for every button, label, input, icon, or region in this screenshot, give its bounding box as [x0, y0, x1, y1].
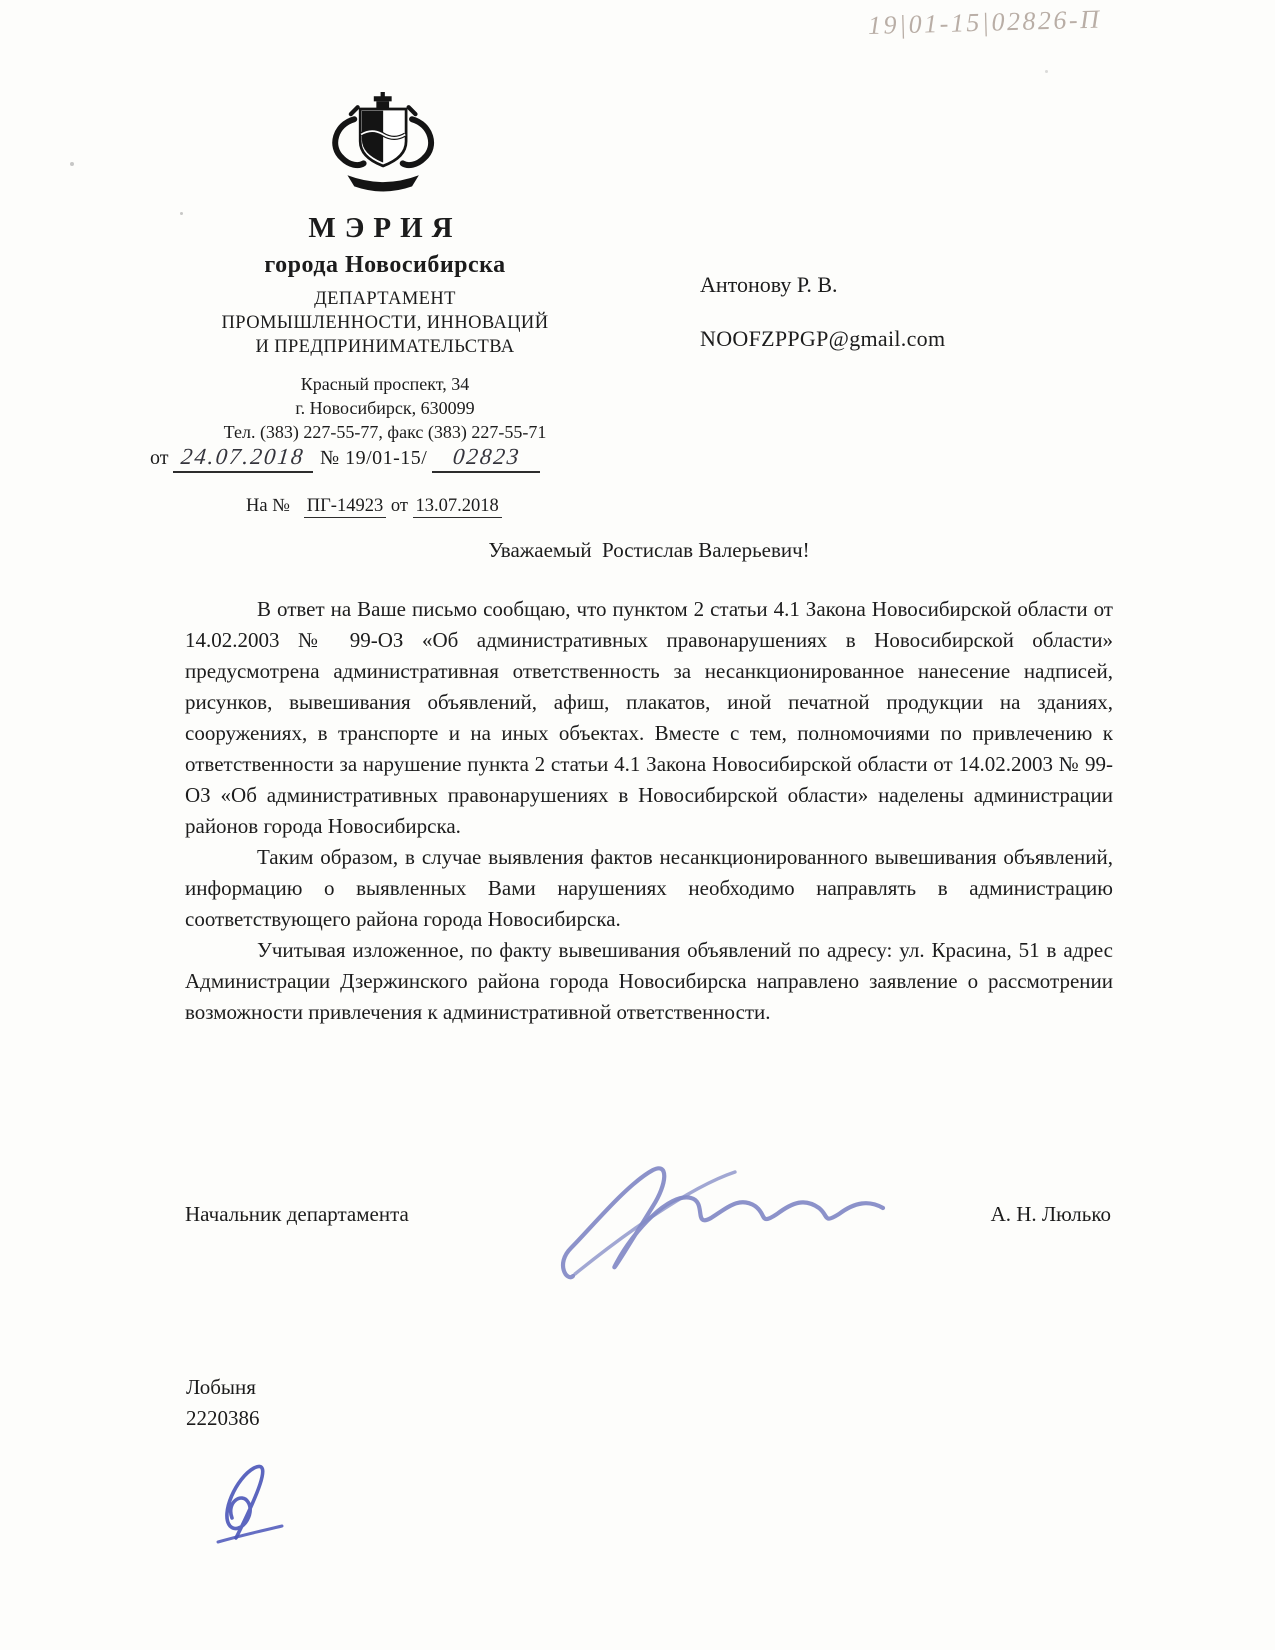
outgoing-reference-line — [150, 444, 630, 473]
reply-number: ПГ-14923 — [304, 496, 386, 518]
executor-block — [186, 1372, 260, 1434]
incoming-reference-line — [246, 496, 502, 517]
handwritten-registration-note: 19|01-15|02826-П — [867, 4, 1102, 41]
letterhead — [148, 212, 622, 443]
department-line2: ПРОМЫШЛЕННОСТИ, ИННОВАЦИЙ — [221, 313, 549, 333]
addressee-block — [700, 272, 1120, 352]
from-label: от — [150, 447, 169, 469]
outgoing-date-handwritten: 24.07.2018 — [173, 444, 313, 473]
address-line2: г. Новосибирск, 630099 — [295, 398, 475, 418]
reply-date: 13.07.2018 — [413, 496, 502, 518]
phone-line: Тел. (383) 227-55-77, факс (383) 227-55-71 — [223, 422, 547, 442]
signer-name: А. Н. Люлько — [990, 1202, 1111, 1226]
reply-label: На № — [246, 496, 290, 516]
salutation: Уважаемый Ростислав Валерьевич! — [488, 538, 810, 562]
novosibirsk-coat-of-arms-icon — [318, 92, 450, 194]
outgoing-number-handwritten: 02823 — [432, 444, 540, 473]
letter-body — [185, 594, 1113, 1028]
department-line1: ДЕПАРТАМЕНТ — [314, 289, 456, 309]
executor-name: Лобыня — [186, 1375, 256, 1399]
signature-row — [185, 1196, 1113, 1236]
body-paragraph-3: Учитывая изложенное, по факту вывешивания объявлений по адресу: ул. Красина, 51 в адрес Администрации Дзержинского района города Новосибирска направлено заявление о рассмотрении возможности привлечения к административной ответственности. — [185, 938, 1113, 1024]
org-name-line1: МЭРИЯ — [308, 212, 462, 244]
org-name-line2: города Новосибирска — [264, 252, 506, 278]
outgoing-number-prefix: № 19/01-15/ — [319, 447, 428, 469]
address-line1: Красный проспект, 34 — [300, 374, 470, 394]
executor-phone: 2220386 — [186, 1406, 260, 1430]
scan-speck — [70, 162, 74, 166]
body-paragraph-2: Таким образом, в случае выявления фактов несанкционированного вывешивания объявлений, информацию о выявленных Вами нарушениях необходимо направлять в администрацию соответствующего района города Новосибирска. — [185, 845, 1113, 931]
scan-speck — [1045, 70, 1048, 73]
director-signature-icon — [557, 1144, 929, 1294]
reply-from-label: от — [390, 496, 408, 516]
addressee-name: Антонову Р. В. — [700, 272, 838, 297]
executor-signature-icon — [190, 1440, 302, 1552]
body-paragraph-1: В ответ на Ваше письмо сообщаю, что пунктом 2 статьи 4.1 Закона Новосибирской области от 14.02.2003 № 99-ОЗ «Об административных правонарушениях в Новосибирской области» предусмотрена административная ответственность за несанкционированное нанесение надписей, рисунков, вывешивания объявлений, афиш, плакатов, иной печатной продукции на зданиях, сооружениях, в транспорте и на иных объектах. Вместе с тем, полномочиями по привлечению к ответственности за нарушение пункта 2 статьи 4.1 Закона Новосибирской области от 14.02.2003 № 99-ОЗ «Об административных правонарушениях в Новосибирской области» наделены администрации районов города Новосибирска. — [185, 597, 1113, 838]
addressee-email: NOOFZPPGP@gmail.com — [700, 326, 946, 351]
signer-position-title: Начальник департамента — [185, 1202, 409, 1226]
department-line3: И ПРЕДПРИНИМАТЕЛЬСТВА — [255, 337, 515, 357]
